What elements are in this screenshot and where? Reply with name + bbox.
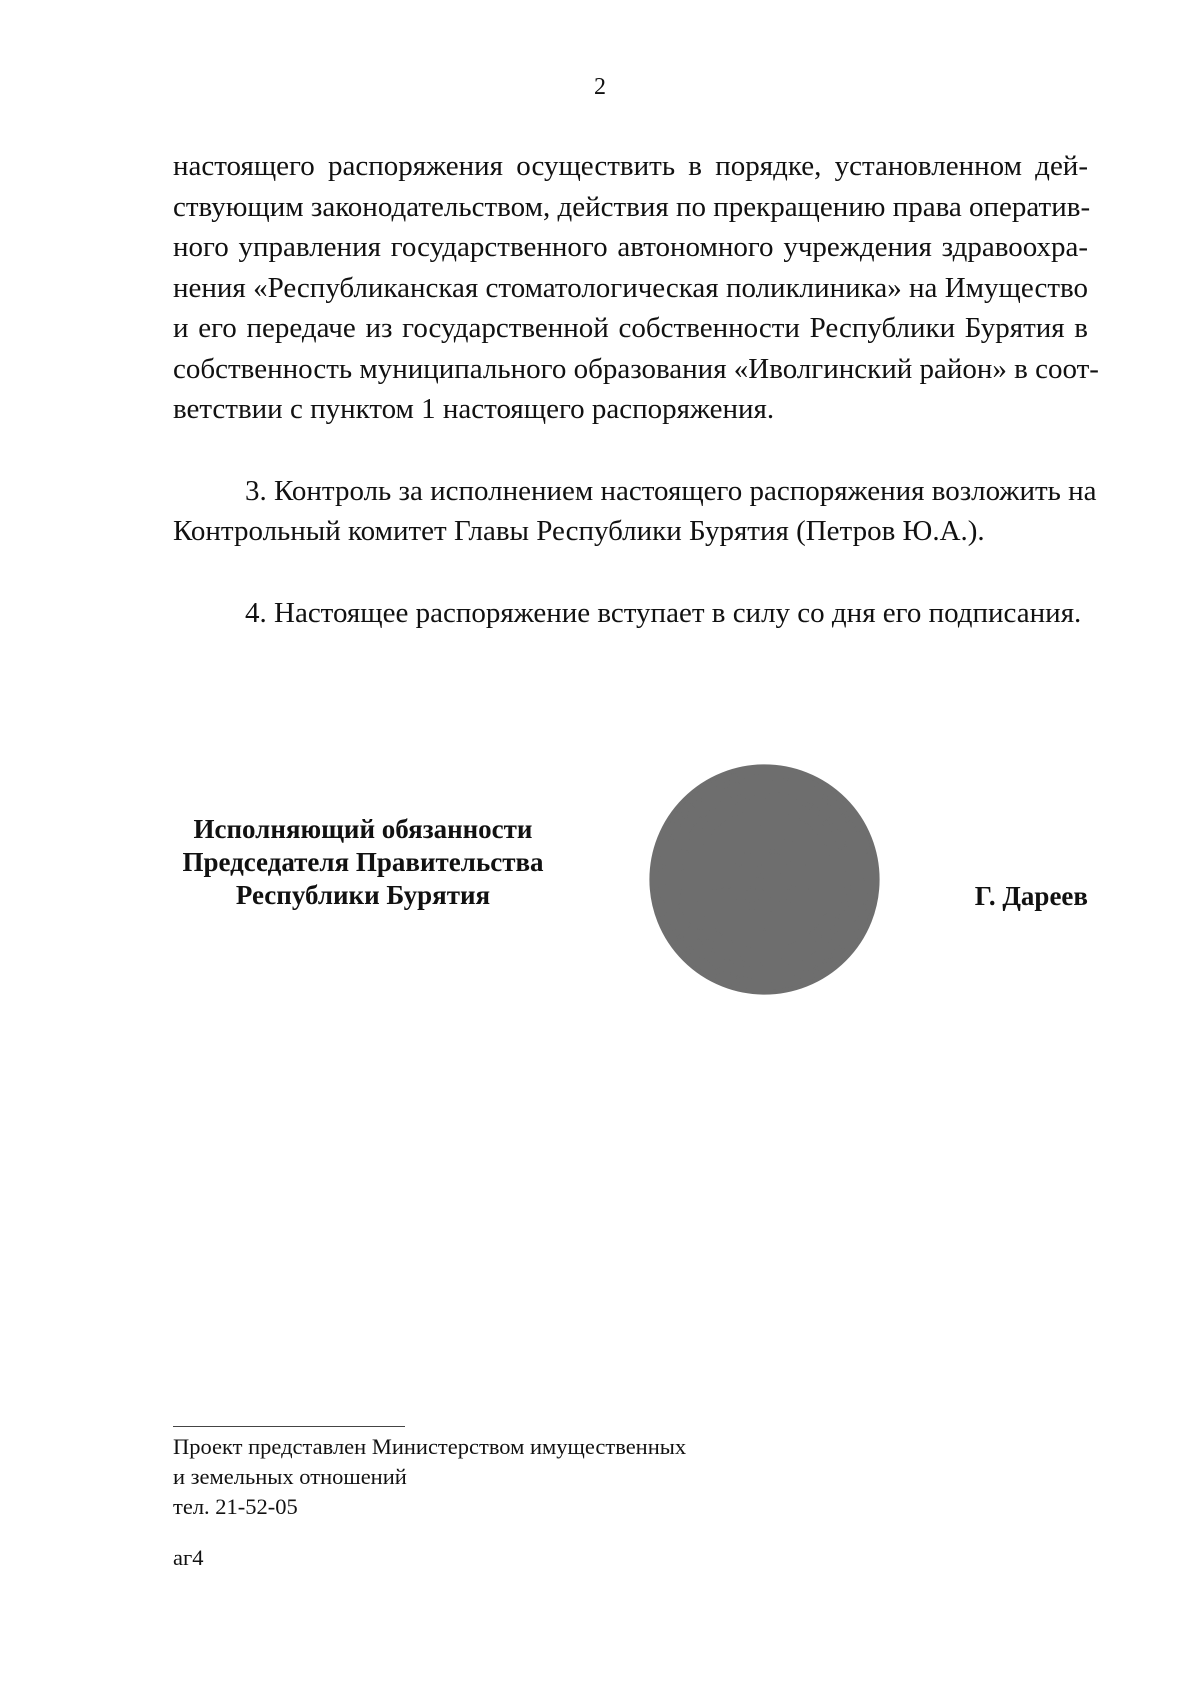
seal-center-line: ТАЬАГ <box>749 907 780 917</box>
paragraph-3 <box>173 471 1097 552</box>
paragraph-2-line: настоящего распоряжения осуществить в порядке, установленном дей- <box>173 150 1088 182</box>
paragraph-3-line: 3. Контроль за исполнением настоящего распоряжения возложить на <box>245 474 1097 507</box>
paragraph-2 <box>173 146 1099 430</box>
seal-center-line: ОТДЕЛ <box>748 823 781 833</box>
page-number: 2 <box>594 74 606 100</box>
signatory-position-line: Исполняющий обязанности <box>193 814 533 844</box>
signatory-position-line: Республики Бурятия <box>235 880 491 910</box>
paragraph-4 <box>173 593 1088 634</box>
seal-inner-textpath: БУРЯАД УЛАСАЙ ТОЛГОЙЛОГШЫН БА ЗАСАГАЙ ГАЗАР ★ <box>677 792 852 967</box>
paragraph-2-line: собственность муниципального образования «Иволгинский район» в соот- <box>173 352 1099 385</box>
seal-center-line: ПРАВОВЫХ АКТОВ <box>719 859 810 869</box>
paragraph-2-line: и его передаче из государственной собственности Республики Бурятия в <box>173 312 1088 344</box>
seal-center-line: ШИИДХЭБЭРИНУУДЫЕ <box>708 883 821 893</box>
paragraph-4-line: 4. Настоящее распоряжение вступает в силу со дня его подписания. <box>245 596 1082 629</box>
signatory-position <box>173 813 553 912</box>
document-body <box>173 146 1099 633</box>
document-code: аг4 <box>173 1545 204 1570</box>
seal-center-line: ХУУЛИТА <box>741 871 788 881</box>
footnote-line: тел. 21-52-05 <box>173 1494 298 1519</box>
official-seal <box>647 762 882 997</box>
signatory-name: Г. Дареев <box>974 881 1088 911</box>
seal-center-line: ВЫПУСКА <box>740 847 789 857</box>
paragraph-2-line: ного управления государственного автономного учреждения здравоохра- <box>173 231 1088 263</box>
footnote-line: и земельных отношений <box>173 1464 407 1489</box>
seal-outer-textpath: ПРАВИТЕЛЬСТВА РЕСПУБЛИКИ БУРЯТИЯ ★ БУРЯАД РЕСПУБЛИКЫН ЗАСАГАЙ ГАЗАР ★ АДМИНИСТРАЦИЯ ГЛАВЫ РЕСПУБЛИКИ БУРЯТИЯ И <box>656 771 873 988</box>
footnote-divider <box>173 1426 405 1427</box>
paragraph-3-line: Контрольный комитет Главы Республики Бурятия (Петров Ю.А.). <box>173 515 985 547</box>
paragraph-2-line: ствующим законодательством, действия по прекращению права оператив- <box>173 190 1091 223</box>
seal-star-icon: ★ <box>759 925 770 939</box>
paragraph-2-line: ветствии с пунктом 1 настоящего распоряжения. <box>173 393 775 425</box>
paragraph-2-line: нения «Республиканская стоматологическая поликлиника» на Имущество <box>173 271 1088 304</box>
seal-center-line: ГАРГАХА ТАЬАЛАР <box>719 895 810 905</box>
footnote <box>173 1432 873 1522</box>
signatory-position-line: Председателя Правительства <box>182 847 544 877</box>
footnote-line: Проект представлен Министерством имущественных <box>173 1434 687 1459</box>
seal-center-line: ПО ОРГАНИЗАЦИИ <box>719 835 810 845</box>
